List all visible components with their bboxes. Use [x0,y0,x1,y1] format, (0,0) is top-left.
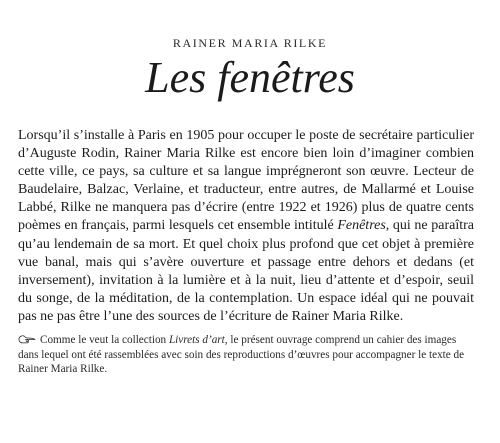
intro-text-part1: Lorsqu’il s’installe à Paris en 1905 pour occuper le poste de secrétaire particulier d’Auguste Rodin, Rainer Maria Rilke est encore bien loin d’imaginer combien cette ville, ce pays, sa culture et sa langue imprégneront son œuvre. Lecteur de Baudelaire, Balzac, Verlaine, et traducteur, entre autres, de Mallarmé et Louise Labbé, Rilke ne manquera pas d’écrire (entre 1922 et 1926) plus de quatre cents poèmes en français, parmi lesquels cet ensemble intitulé [18,128,474,234]
note-text-part1: Comme le veut la collection [40,334,169,346]
note-text-part2: , le présent ouvrage comprend un cahier des images dans lequel ont été rassemblées avec soin des reproductions d’œuvres pour accompagner le texte de Rainer Maria Rilke. [18,334,465,375]
page-title: Les fenêtres [145,53,355,102]
collection-note [18,333,474,377]
intro-paragraph [18,127,474,326]
intro-italic-title: Fenêtres [337,218,386,234]
collection-name: Livrets d’art [168,334,225,346]
intro-text-part2: , qui ne paraîtra qu’au lendemain de sa mort. Et quel choix plus profond que cet objet à première vue banal, mais qui s’avère ouverture et passage entre dehors et dedans (et inversement), invitation à la lumière et à la nuit, lieu d’attente et d’espoir, seuil du songe, de la méditation, de la contemplation. Un espace idéal qui ne pouvait pas ne pas être l’une des sources de l’écriture de Rainer Maria Rilke. [18,218,474,324]
author-name: RAINER MARIA RILKE [172,36,328,50]
pointing-hand-icon [18,335,36,344]
